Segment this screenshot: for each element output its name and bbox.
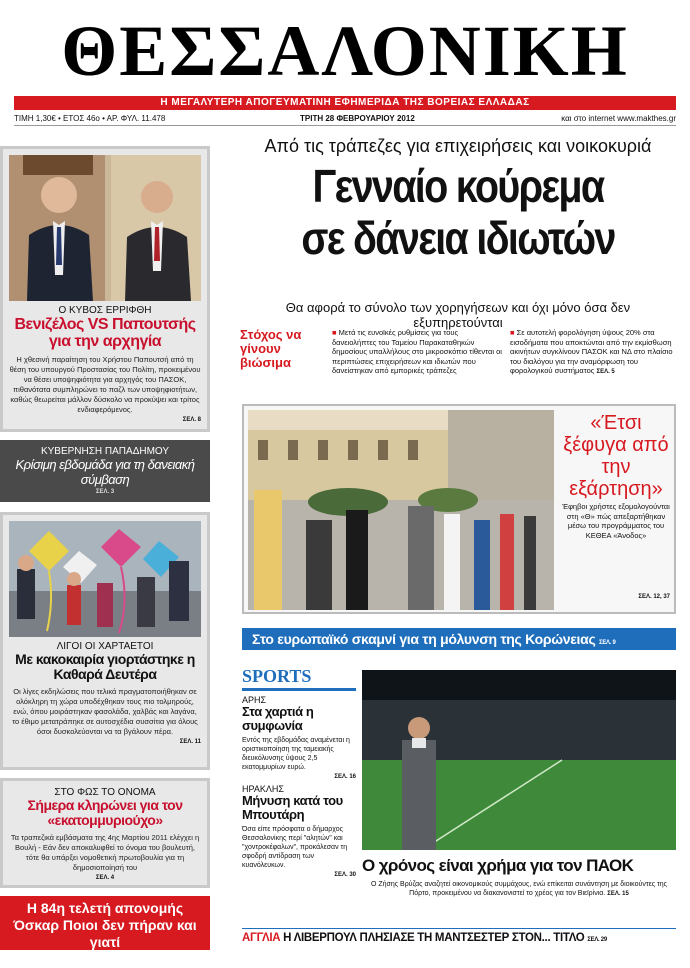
page-ref: ΣΕΛ. 12, 37 xyxy=(638,594,670,600)
story-venizelos[interactable] xyxy=(0,146,210,432)
story-iraklis[interactable] xyxy=(242,784,356,878)
page-ref: ΣΕΛ. 11 xyxy=(179,739,201,745)
story-title: Στα χαρτιά η συμφωνία xyxy=(242,704,314,733)
tagline: Η ΜΕΓΑΛΥΤΕΡΗ ΑΠΟΓΕΥΜΑΤΙΝΗ ΕΦΗΜΕΡΙΔΑ ΤΗΣ ΒΟΡΕΙΑΣ ΕΛΛΑΔΑΣ xyxy=(14,96,676,110)
issue-date: ΤΡΙΤΗ 28 ΦΕΒΡΟΥΑΡΙΟΥ 2012 xyxy=(300,114,415,123)
story-oscars[interactable] xyxy=(0,896,210,962)
page-ref: ΣΕΛ. 8 xyxy=(182,417,201,423)
story-kicker: ΣΤΟ ΦΩΣ ΤΟ ΟΝΟΜΑ xyxy=(54,787,156,798)
story-title: Η 84η τελετή απονομής Όσκαρ Ποιοι δεν πήραν και γιατί xyxy=(13,900,197,950)
price-info: ΤΙΜΗ 1,30€ • ΕΤΟΣ 46ο • ΑΡ. ΦΥΛ. 11.478 xyxy=(14,114,166,123)
page-ref: ΣΕΛ. 16 xyxy=(334,774,356,780)
page-ref: ΣΕΛ. 30 xyxy=(334,872,356,878)
story-kicker: ΗΡΑΚΛΗΣ xyxy=(242,784,284,794)
page-ref: ΣΕΛ. 15 xyxy=(607,891,629,897)
bullet-square-icon: ■ xyxy=(510,328,517,337)
story-title: Μήνυση κατά του Μπουτάρη xyxy=(242,793,343,822)
feature-quote: «Έτσι ξέφυγα από την εξάρτηση» xyxy=(563,412,669,500)
stadium-photo xyxy=(362,670,676,850)
page-ref: ΣΕΛ. 29 xyxy=(587,937,607,943)
liverpool-banner[interactable]: ΑΓΓΛΙΑ Η ΛΙΒΕΡΠΟΥΛ ΠΛΗΣΙΑΣΕ ΤΗ ΜΑΝΤΣΕΣΤΕΡ ΣΤΟΝ... ΤΙΤΛΟ ΣΕΛ. 29 xyxy=(242,928,676,946)
story-text: Εντός της εβδομάδας αναμένεται η οριστικοποίηση της ταμειακής διευκόλυνσης ύψους 2,5 εκατομμυρίων ευρώ. xyxy=(242,737,350,771)
bottom-label: ΑΓΓΛΙΑ xyxy=(242,932,281,944)
sports-section xyxy=(242,666,356,878)
column-text-1: ■ Μετά τις ευνοϊκές ρυθμίσεις για τους δανειολήπτες του Ταμείου Παρακαταθηκών δημοσίους υπαλλήλους στο μικροσκόπιο τίθενται οι περιπτώσεις επιχειρήσεων και ιδιωτών που δανείστηκαν από εμπορικές τράπεζες xyxy=(332,328,502,375)
paok-text: Ο Ζήσης Βρύζας αναζητεί οικονομικούς συμμάχους, ενώ επίκειται συνάντηση με διοικούντες της Πόρτο, προκειμένου να διακανονιστεί το χρέος για τον Βιεϊρίνια. ΣΕΛ. 15 xyxy=(370,881,668,897)
politicians-photo xyxy=(9,155,201,301)
page-ref: ΣΕΛ. 40-41 xyxy=(175,956,206,962)
story-text: Τα τραπεζικά εμβάσματα της 4ης Μαρτίου 2011 ελέγχει η Βουλή - Εάν δεν αποκαλυφθεί το όνομα του βουλευτή, τότε θα υπάρξει νομοθετική πρωτοβουλία για τη δημοσιοποίησή του xyxy=(10,833,200,872)
main-subtitle: Από τις τράπεζες για επιχειρήσεις και νοικοκυριά xyxy=(264,136,652,156)
page-ref: ΣΕΛ. 5 xyxy=(596,369,615,375)
column-text-2: ■ Σε αυτοτελή φορολόγηση ύψους 20% στα εισοδήματα που αποκτώνται από την εκμίσθωση ακινήτων συγκλίνουν ΠΑΣΟΚ και ΝΔ στο πλαίσιο του διαλόγου για την αναμόρφωση του φορολογικού συστήματος ΣΕΛ. 5 xyxy=(510,328,673,375)
koroneia-banner[interactable]: Στο ευρωπαϊκό σκαμνί για τη μόλυνση της Κορώνειας ΣΕΛ. 9 xyxy=(242,628,676,650)
story-millionaire[interactable] xyxy=(0,778,210,888)
page-ref: ΣΕΛ. 4 xyxy=(95,875,115,881)
story-title: Σήμερα κληρώνει για τον «εκατομμυριούχο» xyxy=(27,797,183,828)
headline-line-1: Γενναίο κούρεμα xyxy=(312,160,604,212)
headline-line-2: σε δάνεια ιδιωτών xyxy=(301,212,615,264)
story-title: Με κακοκαιρία γιορτάστηκε η Καθαρά Δευτέρα xyxy=(15,651,195,682)
story-aris[interactable] xyxy=(242,695,356,780)
sports-header: SPORTS xyxy=(242,666,356,691)
story-title: Κρίσιμη εβδομάδα για τη δανειακή σύμβαση xyxy=(15,457,195,487)
story-clean-monday[interactable] xyxy=(0,512,210,770)
info-bar xyxy=(14,112,676,126)
story-text: Οι λίγες εκδηλώσεις που τελικά πραγματοποιήθηκαν σε ολόκληρη τη χώρα υποδέχθηκαν τους πιο τολμηρούς, ενώ, όπου μοιράστηκαν φασολάδα, χαλβάς και λαγάνα, το έθιμο μετατράπηκε σε αυτοσχέδια συσσίτια για όλους όσοι δυσκολεύονται να τα βγάλουν πέρα. xyxy=(12,687,198,736)
story-loan-agreement[interactable] xyxy=(0,440,210,502)
column-highlight: Στόχος να γίνουν βιώσιμα xyxy=(240,327,302,370)
story-kicker: Ο ΚΥΒΟΣ ΕΡΡΙΦΘΗ xyxy=(58,305,152,316)
main-columns xyxy=(240,324,676,388)
main-deck: Θα αφορά το σύνολο των χορηγήσεων και όχι μόνο όσα δεν εξυπηρετούνται xyxy=(285,300,631,330)
story-text: Όσα είπε πρόσφατα ο δήμαρχος Θεσσαλονίκης περί "αλητών" και "χοντροκέφαλων", προκάλεσαν τη σφοδρή αντίδραση των κυανόλευκων. xyxy=(242,826,348,869)
street-photo xyxy=(248,410,554,610)
main-headline[interactable] xyxy=(271,160,646,264)
paok-headline[interactable]: Ο χρόνος είναι χρήμα για τον ΠΑΟΚ xyxy=(362,856,634,875)
story-kicker: ΑΡΗΣ xyxy=(242,695,267,705)
masthead xyxy=(14,8,676,96)
newspaper-title: ΘΕΣΣΑΛΟΝΙΚΗ xyxy=(61,11,629,91)
story-kicker: ΚΥΒΕΡΝΗΣΗ ΠΑΠΑΔΗΜΟΥ xyxy=(40,446,170,457)
feature-addiction[interactable] xyxy=(242,404,676,614)
feature-text: Έφηβοι χρήστες εξομολογούνται στη «Θ» πώς απεξαρτήθηκαν μέσω του προγράμματος του ΚΕΘΕΑ «Άνοδος» xyxy=(562,502,670,540)
website: και στο internet www.makthes.gr xyxy=(561,114,676,123)
bullet-square-icon: ■ xyxy=(332,328,339,337)
story-text: Η χθεσινή παραίτηση του Χρήστου Παπουτσή από τη θέση του υπουργού Προστασίας του Πολίτη, προκειμένου να θέσει υποψηφιότητα για αρχηγός του ΠΑΣΟΚ, πιθανότατα συμπληρώνει το παζλ των υποψηφιοτήτων, καθώς θεωρείται μάλλον δύσκολο να προκύψει και τρίτος ενδιαφερόμενος. xyxy=(9,355,201,414)
story-title: Βενιζέλος VS Παπουτσής για την αρχηγία xyxy=(14,316,196,350)
kites-photo xyxy=(9,521,201,637)
story-kicker: ΛΙΓΟΙ ΟΙ ΧΑΡΤΑΕΤΟΙ xyxy=(56,641,154,652)
page-ref: ΣΕΛ. 9 xyxy=(599,640,616,646)
page-ref: ΣΕΛ. 3 xyxy=(95,489,115,495)
